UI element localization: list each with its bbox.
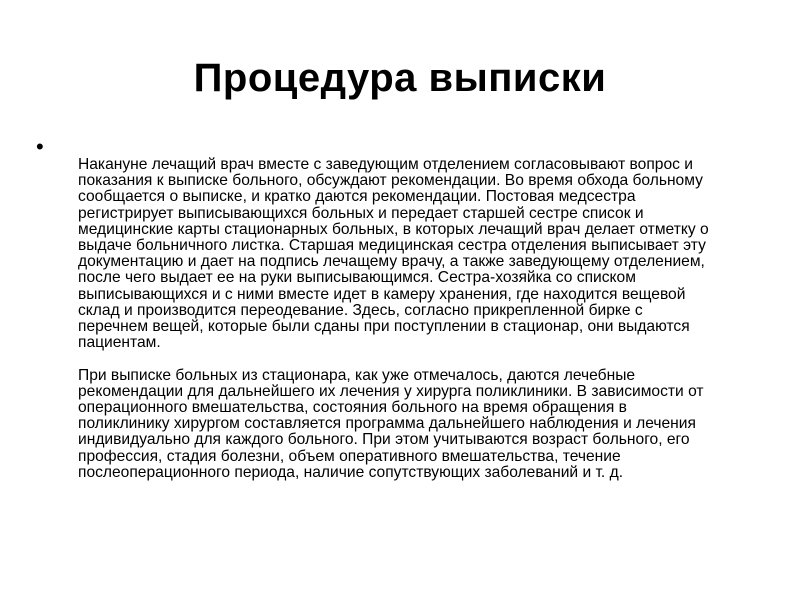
- text-line: сообщается о выписке, и кратко даются рекомендации. Постовая медсестра: [78, 188, 636, 206]
- text-line: индивидуально для каждого больного. При этом учитываются возраст больного, его: [78, 431, 690, 449]
- text-line: выдаче больничного листка. Старшая медицинская сестра отделения выписывает эту: [78, 237, 706, 255]
- slide-body: [78, 157, 758, 481]
- text-line: регистрирует выписывающихся больных и передает старшей сестре список и: [78, 204, 644, 222]
- text-line: операционного вмешательства, состояния больного на время обращения в: [78, 399, 627, 417]
- paragraph-discharge-recommendations: [78, 368, 758, 481]
- text-line: пациентам.: [78, 334, 161, 352]
- text-line: документацию и дает на подпись лечащему врачу, а также заведующему отделением,: [78, 253, 705, 271]
- slide-title: Процедура выписки: [193, 56, 607, 100]
- text-line: рекомендации для дальнейшего их лечения у хирурга поликлиники. В зависимости от: [78, 382, 704, 400]
- paragraph-discharge-preparation: [78, 157, 758, 351]
- text-line: послеоперационного периода, наличие сопутствующих заболеваний и т. д.: [78, 463, 624, 481]
- text-line: после чего выдает ее на руки выписывающимся. Сестра-хозяйка со списком: [78, 269, 636, 287]
- text-line: склад и производится переодевание. Здесь, согласно прикрепленной бирке с: [78, 301, 643, 319]
- text-line: медицинские карты стационарных больных, в которых лечащий врач делает отметку о: [78, 220, 709, 238]
- text-line: Накануне лечащий врач вместе с заведующим отделением согласовывают вопрос и: [78, 156, 693, 173]
- text-line: поликлинику хирургом составляется программа дальнейшего наблюдения и лечения: [78, 415, 696, 433]
- bullet-marker: •: [36, 134, 44, 159]
- text-line: перечнем вещей, которые были сданы при поступлении в стационар, они выдаются: [78, 318, 690, 336]
- text-line: профессия, стадия болезни, объем оперативного вмешательства, течение: [78, 447, 621, 465]
- text-line: выписывающихся и с ними вместе идет в камеру хранения, где находится вещевой: [78, 285, 686, 303]
- text-line: При выписке больных из стационара, как уже отмечалось, даются лечебные: [78, 366, 636, 384]
- text-line: показания к выписке больного, обсуждают рекомендации. Во время обхода больному: [78, 172, 703, 190]
